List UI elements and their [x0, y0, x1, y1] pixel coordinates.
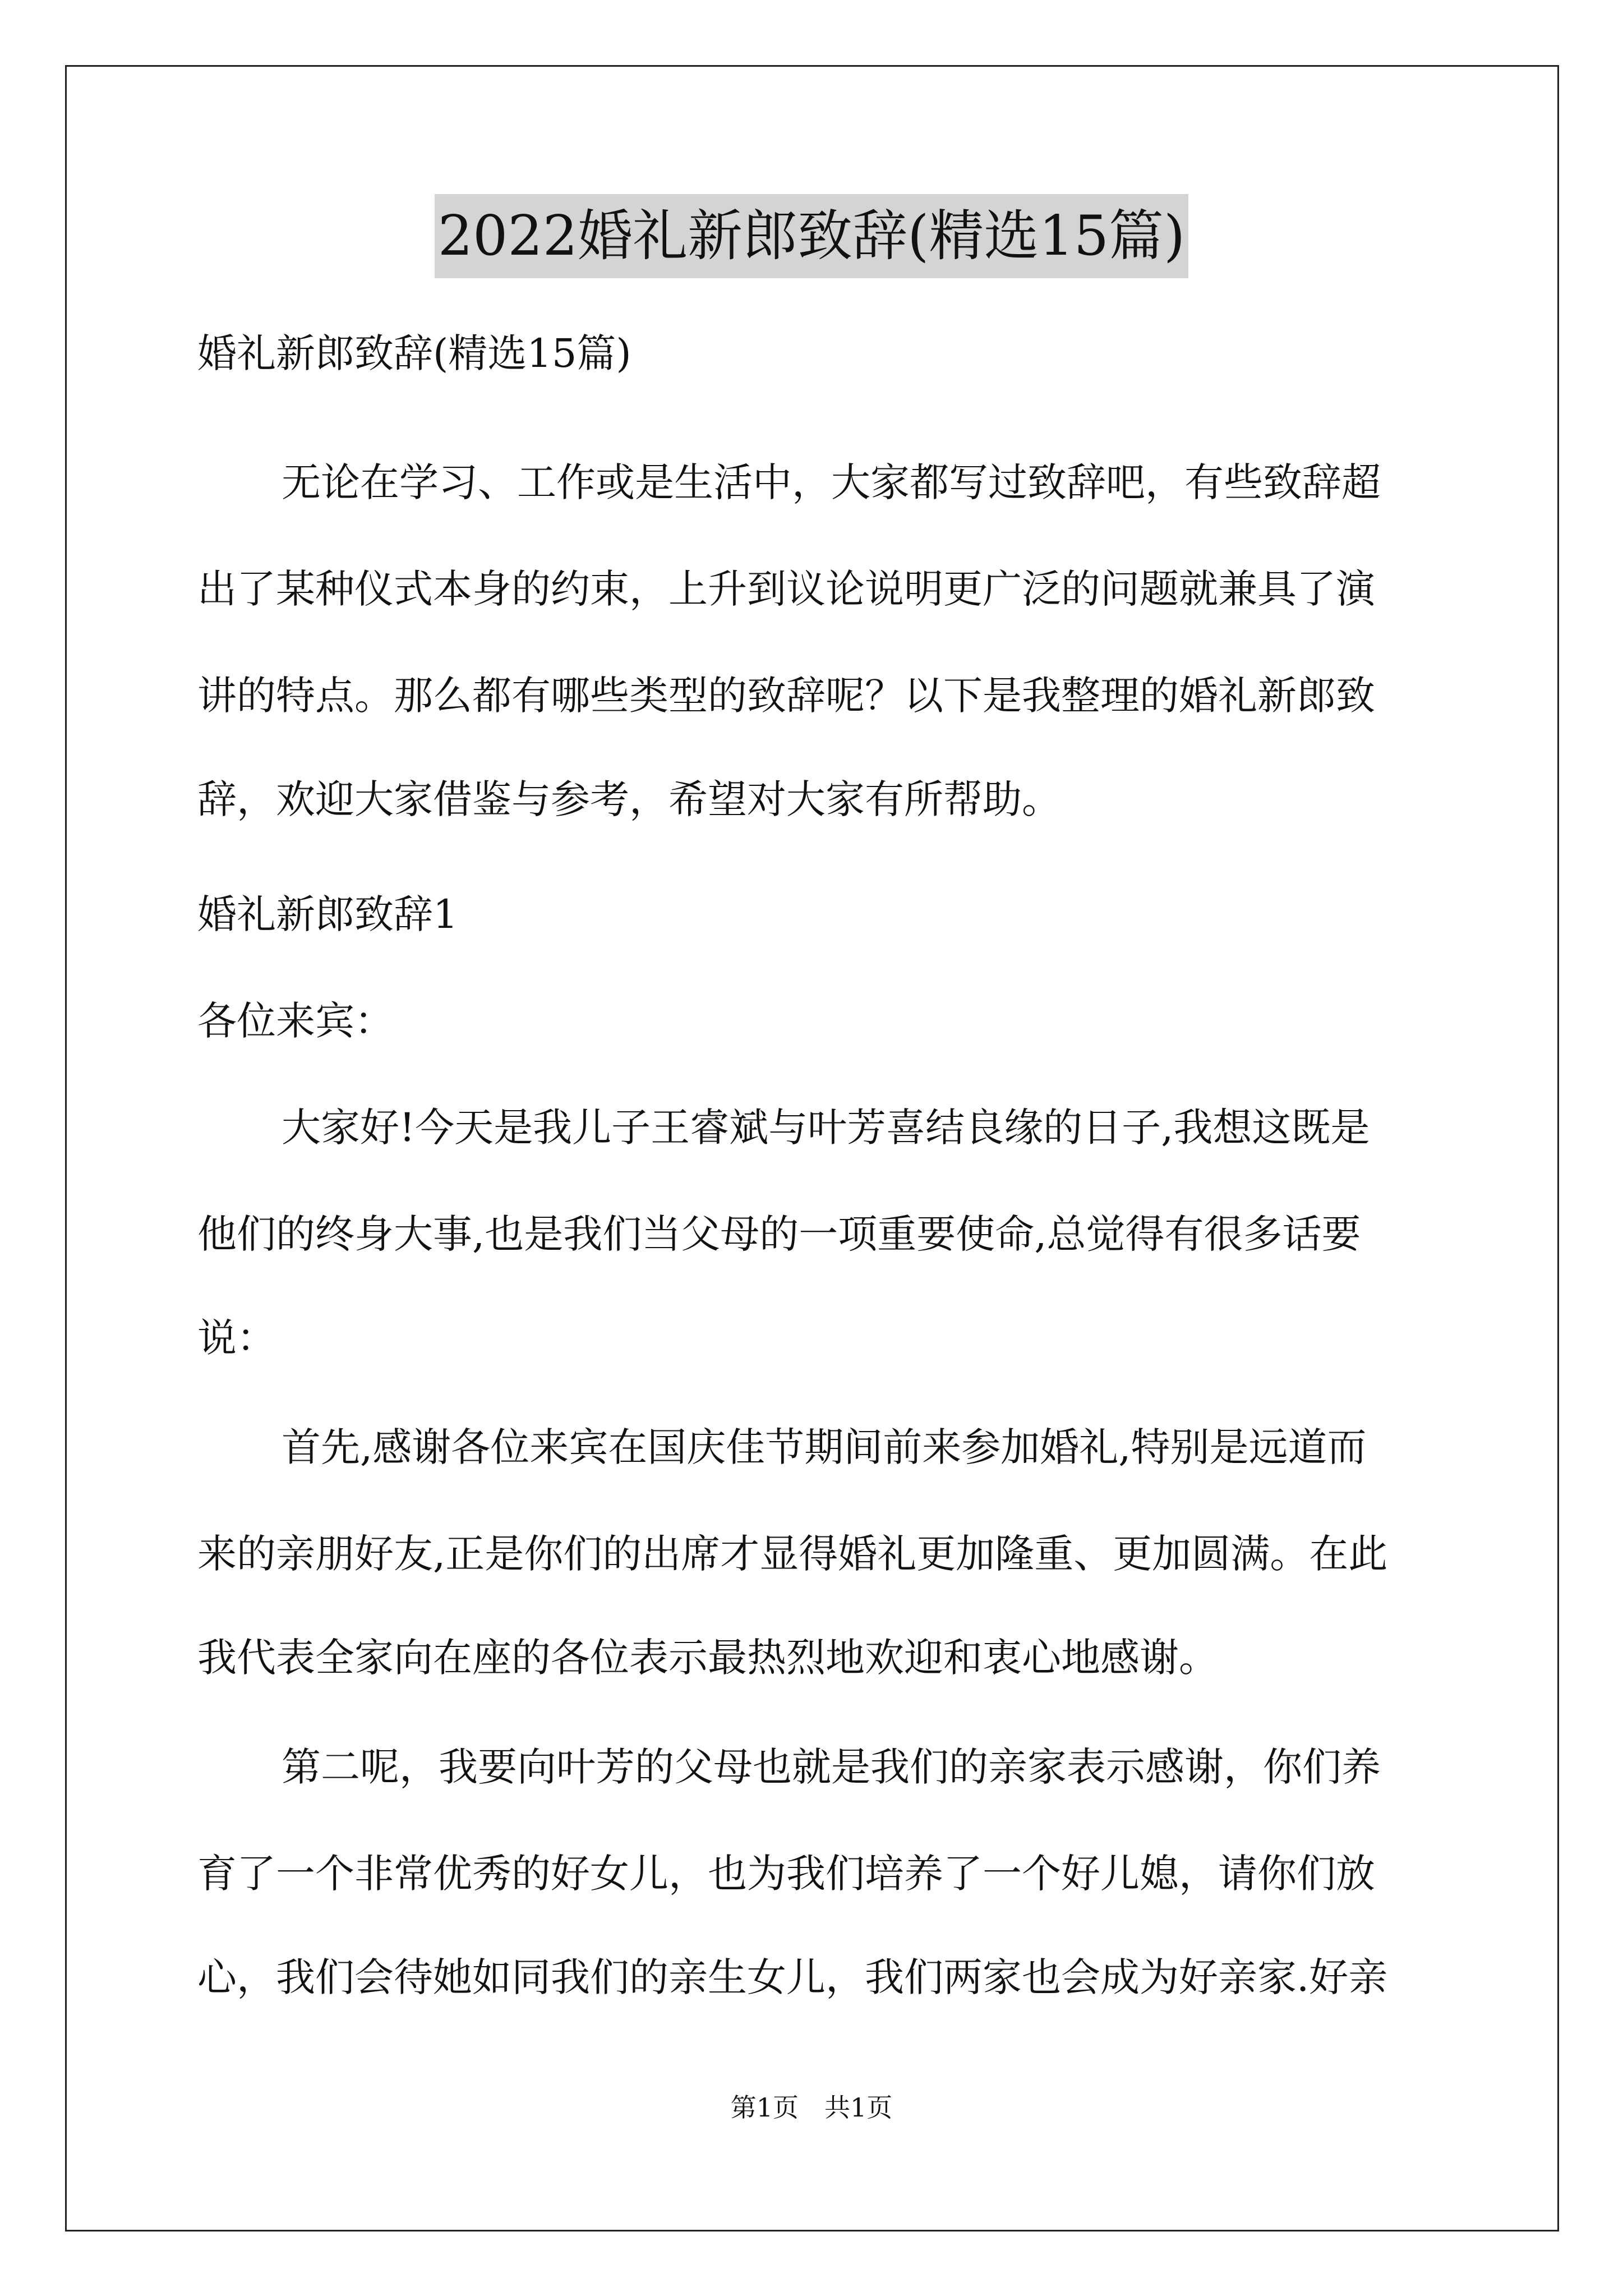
intro-paragraph-line-2: 出了某种仪式本身的约束，上升到议论说明更广泛的问题就兼具了演 — [197, 566, 1375, 612]
intro-paragraph-line-3: 讲的特点。那么都有哪些类型的致辞呢？以下是我整理的婚礼新郎致 — [197, 673, 1375, 719]
paragraph-3-line-1: 第二呢，我要向叶芳的父母也就是我们的亲家表示感谢，你们养 — [282, 1744, 1381, 1790]
section-heading: 婚礼新郎致辞1 — [197, 891, 458, 937]
page-number-footer: 第1页 共1页 — [730, 2092, 893, 2123]
title-container — [0, 194, 1623, 284]
paragraph-1-line-2: 他们的终身大事,也是我们当父母的一项重要使命,总觉得有很多话要 — [197, 1211, 1361, 1257]
paragraph-1-line-1: 大家好!今天是我儿子王睿斌与叶芳喜结良缘的日子,我想这既是 — [282, 1105, 1370, 1151]
paragraph-1-line-3: 说： — [197, 1315, 276, 1361]
document-title: 2022婚礼新郎致辞(精选15篇) — [435, 194, 1189, 278]
paragraph-3-line-2: 育了一个非常优秀的好女儿，也为我们培养了一个好儿媳，请你们放 — [197, 1851, 1375, 1897]
salutation-line: 各位来宾： — [197, 998, 394, 1044]
subtitle-line: 婚礼新郎致辞(精选15篇) — [197, 330, 631, 376]
paragraph-2-line-3: 我代表全家向在座的各位表示最热烈地欢迎和衷心地感谢。 — [197, 1635, 1218, 1681]
paragraph-3-line-3: 心，我们会待她如同我们的亲生女儿，我们两家也会成为好亲家.好亲 — [197, 1954, 1388, 2000]
paragraph-2-line-1: 首先,感谢各位来宾在国庆佳节期间前来参加婚礼,特别是远道而 — [282, 1424, 1367, 1470]
paragraph-2-line-2: 来的亲朋好友,正是你们的出席才显得婚礼更加隆重、更加圆满。在此 — [197, 1531, 1388, 1577]
intro-paragraph-line-1: 无论在学习、工作或是生活中，大家都写过致辞吧，有些致辞超 — [282, 459, 1381, 505]
intro-paragraph-line-4: 辞，欢迎大家借鉴与参考，希望对大家有所帮助。 — [197, 776, 1061, 822]
